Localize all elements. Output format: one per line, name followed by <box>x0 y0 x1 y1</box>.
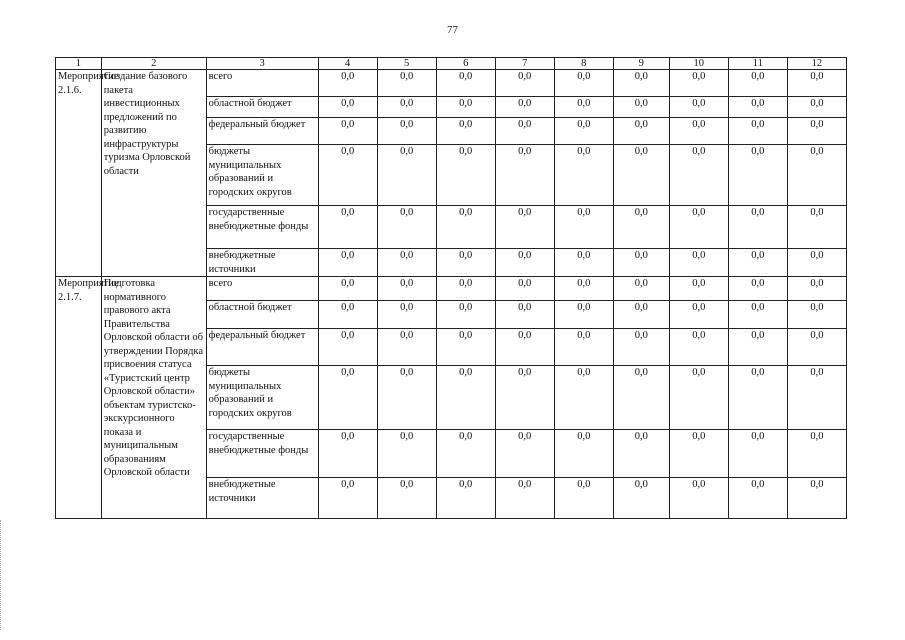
column-header: 7 <box>495 58 554 70</box>
column-header: 9 <box>613 58 669 70</box>
amount-cell: 0,0 <box>669 145 728 206</box>
amount-cell: 0,0 <box>495 277 554 301</box>
amount-cell: 0,0 <box>377 206 436 249</box>
activity-code: Мероприятие 2.1.7. <box>56 277 102 519</box>
amount-cell: 0,0 <box>669 249 728 277</box>
amount-cell: 0,0 <box>554 145 613 206</box>
funding-source: бюджеты муниципальных образований и городских округов <box>206 366 318 430</box>
amount-cell: 0,0 <box>613 145 669 206</box>
amount-cell: 0,0 <box>495 301 554 329</box>
amount-cell: 0,0 <box>554 301 613 329</box>
amount-cell: 0,0 <box>318 118 377 145</box>
page-number: 77 <box>447 24 458 36</box>
amount-cell: 0,0 <box>318 145 377 206</box>
amount-cell: 0,0 <box>787 277 846 301</box>
amount-cell: 0,0 <box>787 249 846 277</box>
amount-cell: 0,0 <box>728 430 787 478</box>
amount-cell: 0,0 <box>436 277 495 301</box>
amount-cell: 0,0 <box>613 206 669 249</box>
funding-source: внебюджетные источники <box>206 249 318 277</box>
amount-cell: 0,0 <box>613 277 669 301</box>
amount-cell: 0,0 <box>495 329 554 366</box>
amount-cell: 0,0 <box>613 301 669 329</box>
amount-cell: 0,0 <box>436 329 495 366</box>
amount-cell: 0,0 <box>669 430 728 478</box>
amount-cell: 0,0 <box>377 277 436 301</box>
amount-cell: 0,0 <box>613 329 669 366</box>
amount-cell: 0,0 <box>436 206 495 249</box>
table-row <box>56 70 847 97</box>
amount-cell: 0,0 <box>728 366 787 430</box>
amount-cell: 0,0 <box>787 366 846 430</box>
amount-cell: 0,0 <box>436 301 495 329</box>
amount-cell: 0,0 <box>495 366 554 430</box>
amount-cell: 0,0 <box>554 430 613 478</box>
amount-cell: 0,0 <box>554 478 613 519</box>
amount-cell: 0,0 <box>436 145 495 206</box>
amount-cell: 0,0 <box>669 206 728 249</box>
column-header: 2 <box>101 58 206 70</box>
funding-source: областной бюджет <box>206 97 318 118</box>
amount-cell: 0,0 <box>377 366 436 430</box>
table-body <box>56 58 847 519</box>
activity-description: Создание базового пакета инвестиционных предложений по развитию инфраструктуры туризма Орловской области <box>101 70 206 277</box>
amount-cell: 0,0 <box>436 478 495 519</box>
amount-cell: 0,0 <box>377 329 436 366</box>
column-header: 10 <box>669 58 728 70</box>
amount-cell: 0,0 <box>669 70 728 97</box>
funding-source: федеральный бюджет <box>206 329 318 366</box>
activity-description: Подготовка нормативного правового акта Правительства Орловской области об утверждении Порядка присвоения статуса «Туристский центр Орловской области» объектам туристско-экскурсионного показа и муниципальным образованиям Орловской области <box>101 277 206 519</box>
amount-cell: 0,0 <box>554 118 613 145</box>
amount-cell: 0,0 <box>613 118 669 145</box>
amount-cell: 0,0 <box>495 478 554 519</box>
amount-cell: 0,0 <box>554 70 613 97</box>
funding-source: государственные внебюджетные фонды <box>206 206 318 249</box>
column-header: 12 <box>787 58 846 70</box>
amount-cell: 0,0 <box>728 70 787 97</box>
amount-cell: 0,0 <box>495 249 554 277</box>
amount-cell: 0,0 <box>554 206 613 249</box>
amount-cell: 0,0 <box>554 277 613 301</box>
amount-cell: 0,0 <box>613 366 669 430</box>
funding-source: всего <box>206 70 318 97</box>
funding-source: всего <box>206 277 318 301</box>
amount-cell: 0,0 <box>377 118 436 145</box>
amount-cell: 0,0 <box>318 70 377 97</box>
amount-cell: 0,0 <box>554 329 613 366</box>
activity-code: Мероприятие 2.1.6. <box>56 70 102 277</box>
amount-cell: 0,0 <box>787 97 846 118</box>
amount-cell: 0,0 <box>495 430 554 478</box>
amount-cell: 0,0 <box>787 206 846 249</box>
amount-cell: 0,0 <box>495 145 554 206</box>
amount-cell: 0,0 <box>377 478 436 519</box>
funding-source: областной бюджет <box>206 301 318 329</box>
amount-cell: 0,0 <box>377 97 436 118</box>
column-header: 8 <box>554 58 613 70</box>
amount-cell: 0,0 <box>554 97 613 118</box>
amount-cell: 0,0 <box>728 301 787 329</box>
amount-cell: 0,0 <box>436 430 495 478</box>
amount-cell: 0,0 <box>787 478 846 519</box>
amount-cell: 0,0 <box>318 97 377 118</box>
funding-source: федеральный бюджет <box>206 118 318 145</box>
amount-cell: 0,0 <box>787 301 846 329</box>
amount-cell: 0,0 <box>613 97 669 118</box>
amount-cell: 0,0 <box>669 366 728 430</box>
amount-cell: 0,0 <box>495 70 554 97</box>
amount-cell: 0,0 <box>669 329 728 366</box>
amount-cell: 0,0 <box>669 301 728 329</box>
amount-cell: 0,0 <box>669 118 728 145</box>
amount-cell: 0,0 <box>318 249 377 277</box>
amount-cell: 0,0 <box>728 118 787 145</box>
amount-cell: 0,0 <box>318 366 377 430</box>
amount-cell: 0,0 <box>669 277 728 301</box>
column-header: 6 <box>436 58 495 70</box>
amount-cell: 0,0 <box>787 145 846 206</box>
amount-cell: 0,0 <box>495 118 554 145</box>
funding-source: государственные внебюджетные фонды <box>206 430 318 478</box>
amount-cell: 0,0 <box>787 70 846 97</box>
amount-cell: 0,0 <box>728 249 787 277</box>
amount-cell: 0,0 <box>436 249 495 277</box>
amount-cell: 0,0 <box>377 301 436 329</box>
amount-cell: 0,0 <box>554 366 613 430</box>
amount-cell: 0,0 <box>787 430 846 478</box>
amount-cell: 0,0 <box>613 249 669 277</box>
amount-cell: 0,0 <box>728 206 787 249</box>
amount-cell: 0,0 <box>318 301 377 329</box>
amount-cell: 0,0 <box>613 70 669 97</box>
amount-cell: 0,0 <box>495 206 554 249</box>
amount-cell: 0,0 <box>377 145 436 206</box>
amount-cell: 0,0 <box>495 97 554 118</box>
table-row <box>56 277 847 301</box>
amount-cell: 0,0 <box>436 97 495 118</box>
amount-cell: 0,0 <box>613 478 669 519</box>
amount-cell: 0,0 <box>728 277 787 301</box>
amount-cell: 0,0 <box>787 329 846 366</box>
budget-table <box>55 57 847 519</box>
header-row <box>56 58 847 70</box>
amount-cell: 0,0 <box>436 118 495 145</box>
amount-cell: 0,0 <box>728 145 787 206</box>
column-header: 5 <box>377 58 436 70</box>
scan-edge-mark <box>0 520 3 630</box>
column-header: 4 <box>318 58 377 70</box>
amount-cell: 0,0 <box>377 430 436 478</box>
amount-cell: 0,0 <box>377 70 436 97</box>
amount-cell: 0,0 <box>318 478 377 519</box>
amount-cell: 0,0 <box>613 430 669 478</box>
funding-source: внебюджетные источники <box>206 478 318 519</box>
funding-source: бюджеты муниципальных образований и городских округов <box>206 145 318 206</box>
amount-cell: 0,0 <box>318 277 377 301</box>
amount-cell: 0,0 <box>436 70 495 97</box>
amount-cell: 0,0 <box>728 329 787 366</box>
amount-cell: 0,0 <box>377 249 436 277</box>
amount-cell: 0,0 <box>669 478 728 519</box>
amount-cell: 0,0 <box>318 329 377 366</box>
amount-cell: 0,0 <box>554 249 613 277</box>
column-header: 3 <box>206 58 318 70</box>
amount-cell: 0,0 <box>318 206 377 249</box>
amount-cell: 0,0 <box>318 430 377 478</box>
amount-cell: 0,0 <box>787 118 846 145</box>
amount-cell: 0,0 <box>669 97 728 118</box>
column-header: 1 <box>56 58 102 70</box>
amount-cell: 0,0 <box>728 97 787 118</box>
amount-cell: 0,0 <box>728 478 787 519</box>
amount-cell: 0,0 <box>436 366 495 430</box>
column-header: 11 <box>728 58 787 70</box>
